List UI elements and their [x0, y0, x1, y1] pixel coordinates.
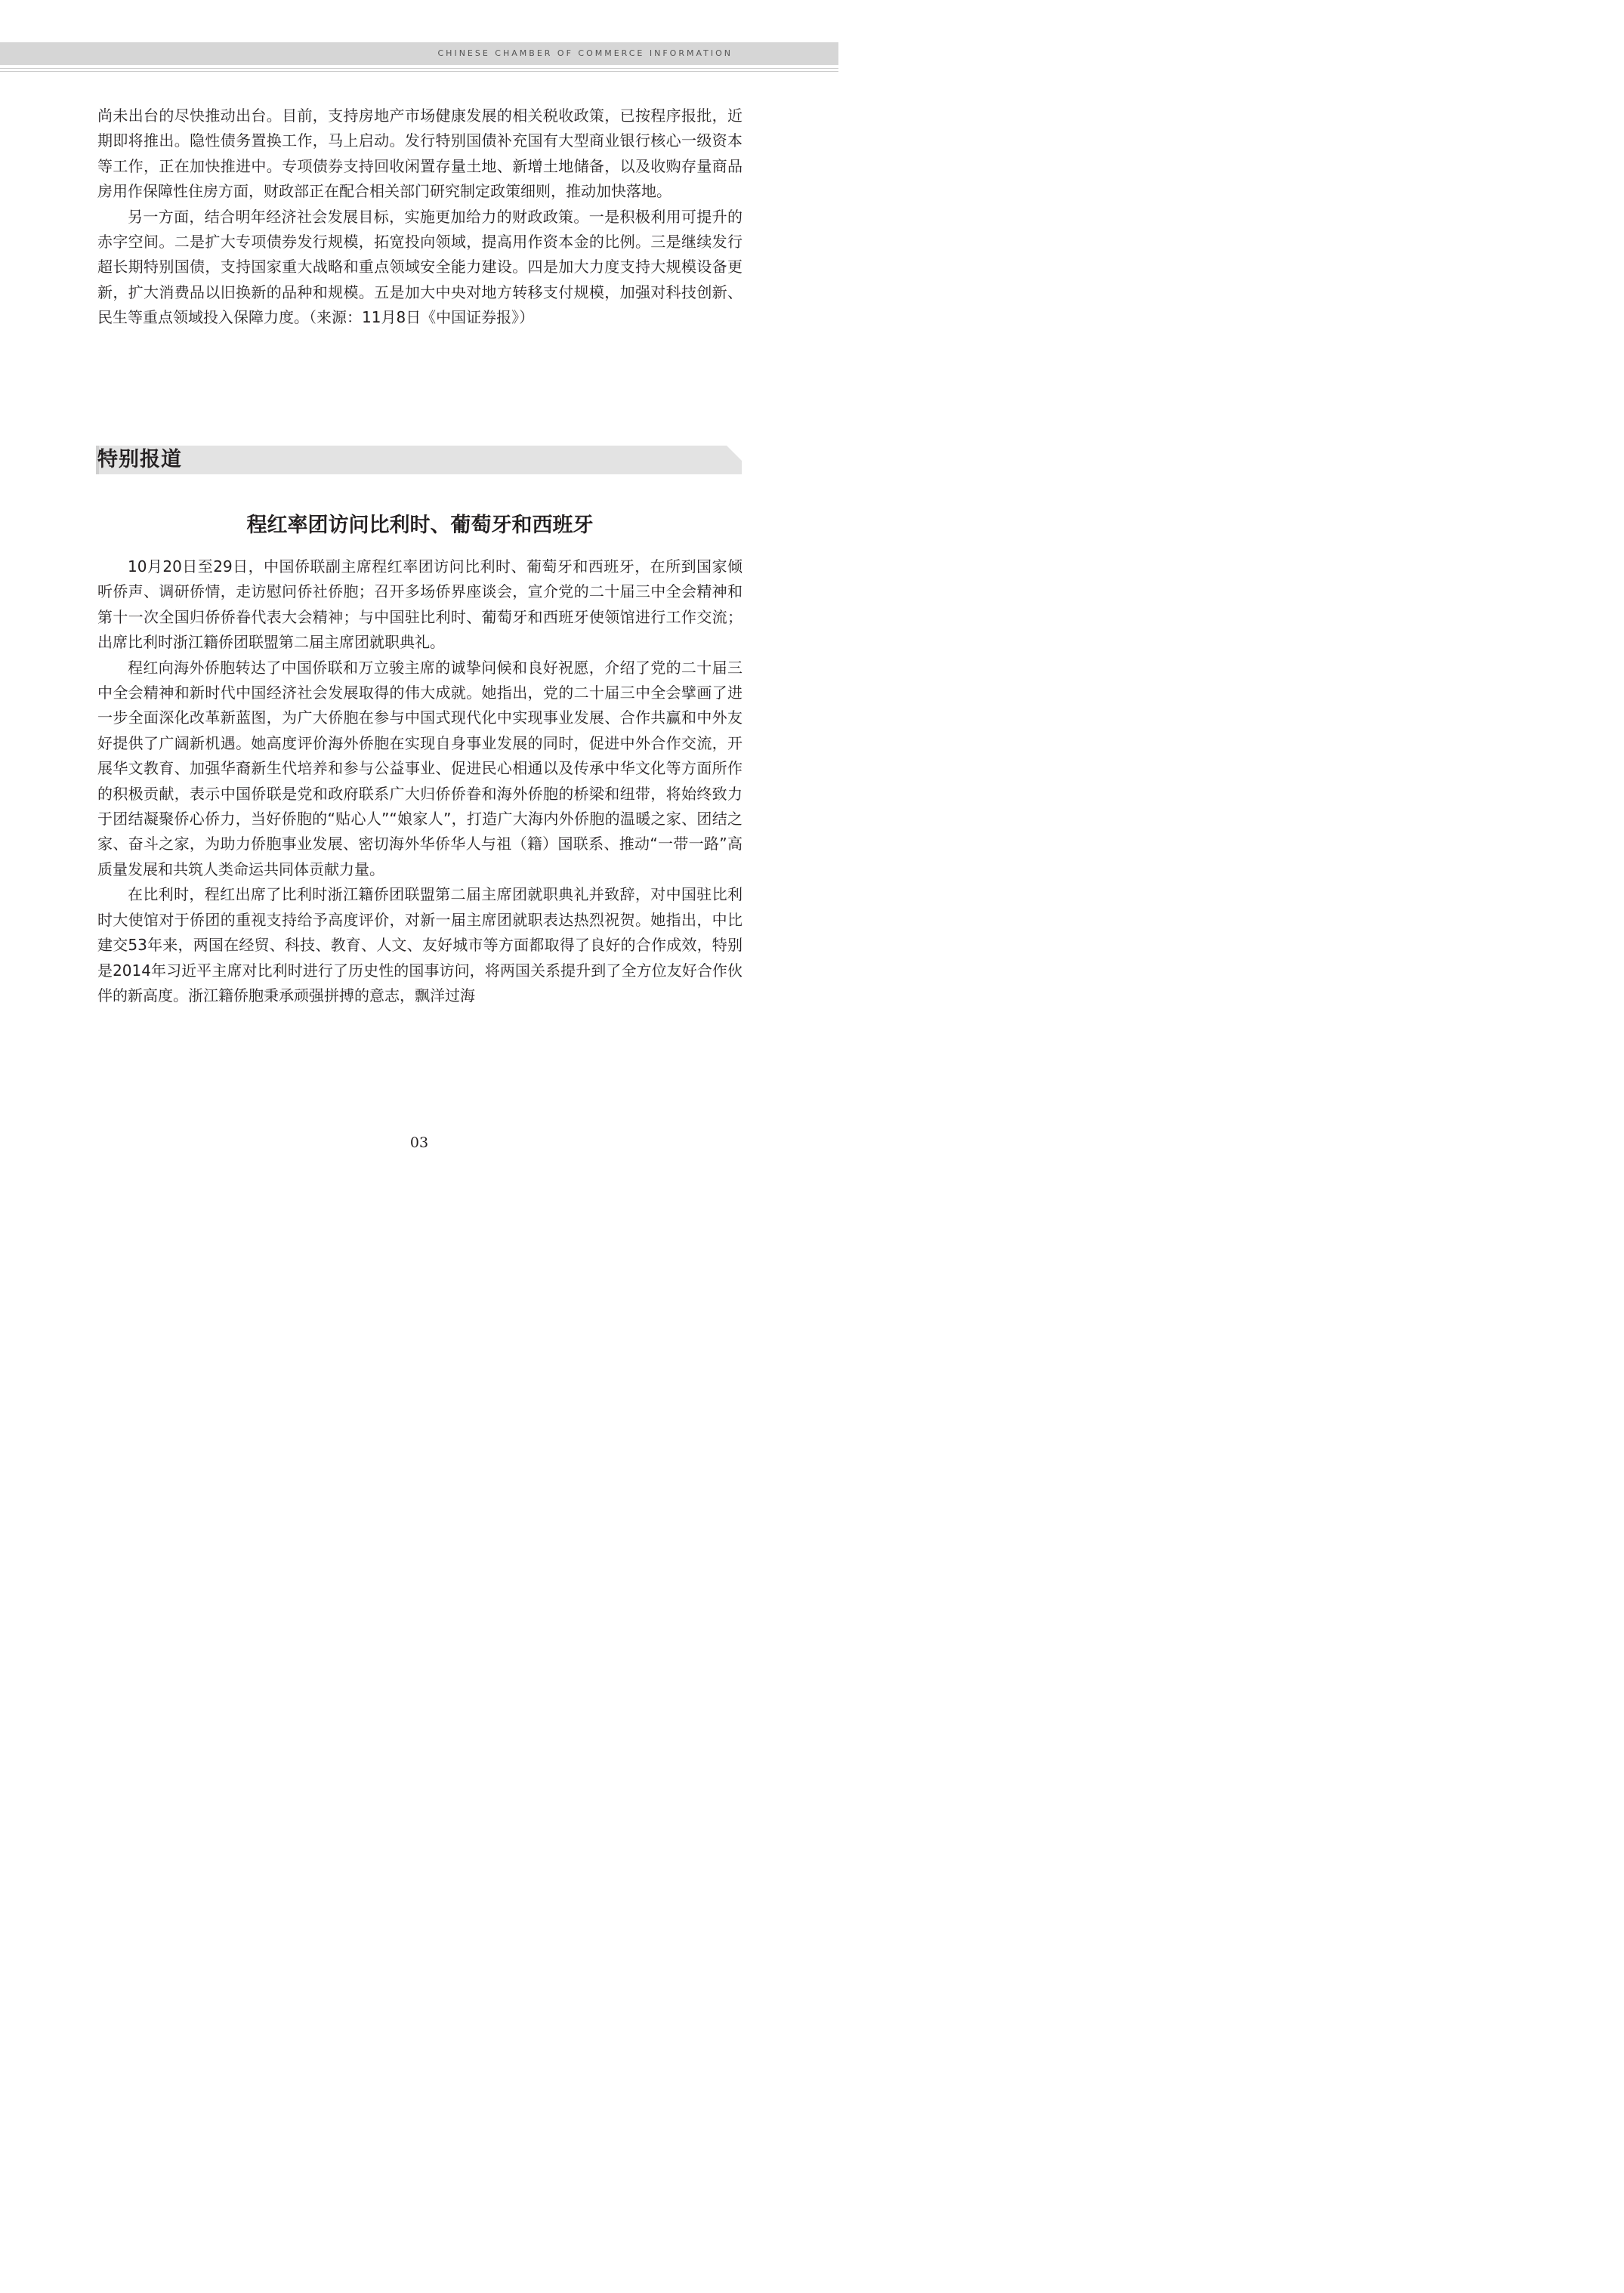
page-number: 03: [409, 1134, 429, 1151]
article-title: 程红率团访问比利时、葡萄牙和西班牙: [246, 514, 594, 537]
article-paragraph-1: 10月20日至29日，中国侨联副主席程红率团访问比利时、葡萄牙和西班牙，在所到国家倾听侨声、调研侨情，走访慰问侨社侨胞；召开多场侨界座谈会，宣介党的二十届三中全会精神和第十一次全国归侨侨眷代表大会精神；与中国驻比利时、葡萄牙和西班牙使领馆进行工作交流；出席比利时浙江籍侨团联盟第二届主席团就职典礼。: [97, 557, 743, 652]
section-bar-shape: [96, 446, 742, 474]
continued-article-body: [97, 103, 743, 331]
header-rule-lower: [0, 71, 838, 72]
article-paragraph-2: 程红向海外侨胞转达了中国侨联和万立骏主席的诚挚问候和良好祝愿，介绍了党的二十届三中全会精神和新时代中国经济社会发展取得的伟大成就。她指出，党的二十届三中全会擘画了进一步全面深化改革新蓝图，为广大侨胞在参与中国式现代化中实现事业发展、合作共赢和中外友好提供了广阔新机遇。她高度评价海外侨胞在实现自身事业发展的同时，促进中外合作交流，开展华文教育、加强华裔新生代培养和参与公益事业、促进民心相通以及传承中华文化等方面所作的积极贡献，表示中国侨联是党和政府联系广大归侨侨眷和海外侨胞的桥梁和纽带，将始终致力于团结凝聚侨心侨力，当好侨胞的“贴心人”“娘家人”，打造广大海内外侨胞的温暖之家、团结之家、奋斗之家，为助力侨胞事业发展、密切海外华侨华人与祖（籍）国联系、推动“一带一路”高质量发展和共筑人类命运共同体贡献力量。: [97, 658, 743, 878]
article-paragraph-3: 在比利时，程红出席了比利时浙江籍侨团联盟第二届主席团就职典礼并致辞，对中国驻比利时大使馆对于侨团的重视支持给予高度评价，对新一届主席团就职表达热烈祝贺。她指出，中比建交53年来，两国在经贸、科技、教育、人文、友好城市等方面都取得了良好的合作成效，特别是2014年习近平主席对比利时进行了历史性的国事访问，将两国关系提升到了全方位友好合作伙伴的新高度。浙江籍侨胞秉承顽强拼搏的意志，飘洋过海: [97, 885, 743, 1005]
section-header-bar: [96, 446, 742, 474]
section-title: 特别报道: [97, 448, 182, 471]
continued-paragraph-1: 尚未出台的尽快推动出台。目前，支持房地产市场健康发展的相关税收政策，已按程序报批，近期即将推出。隐性债务置换工作，马上启动。发行特别国债补充国有大型商业银行核心一级资本等工作，正在加快推进中。专项债券支持回收闲置存量土地、新增土地储备，以及收购存量商品房用作保障性住房方面，财政部正在配合相关部门研究制定政策细则，推动加快落地。: [97, 106, 743, 201]
article-body: [97, 554, 743, 1008]
running-header-title: CHINESE CHAMBER OF COMMERCE INFORMATION: [437, 48, 733, 58]
continued-paragraph-2: 另一方面，结合明年经济社会发展目标，实施更加给力的财政政策。一是积极利用可提升的赤字空间。二是扩大专项债券发行规模，拓宽投向领域，提高用作资本金的比例。三是继续发行超长期特别国债，支持国家重大战略和重点领域安全能力建设。四是加大力度支持大规模设备更新，扩大消费品以旧换新的品种和规模。五是加大中央对地方转移支付规模，加强对科技创新、民生等重点领域投入保障力度。（来源：11月8日《中国证券报》）: [97, 207, 743, 327]
header-rule-upper: [0, 68, 838, 69]
